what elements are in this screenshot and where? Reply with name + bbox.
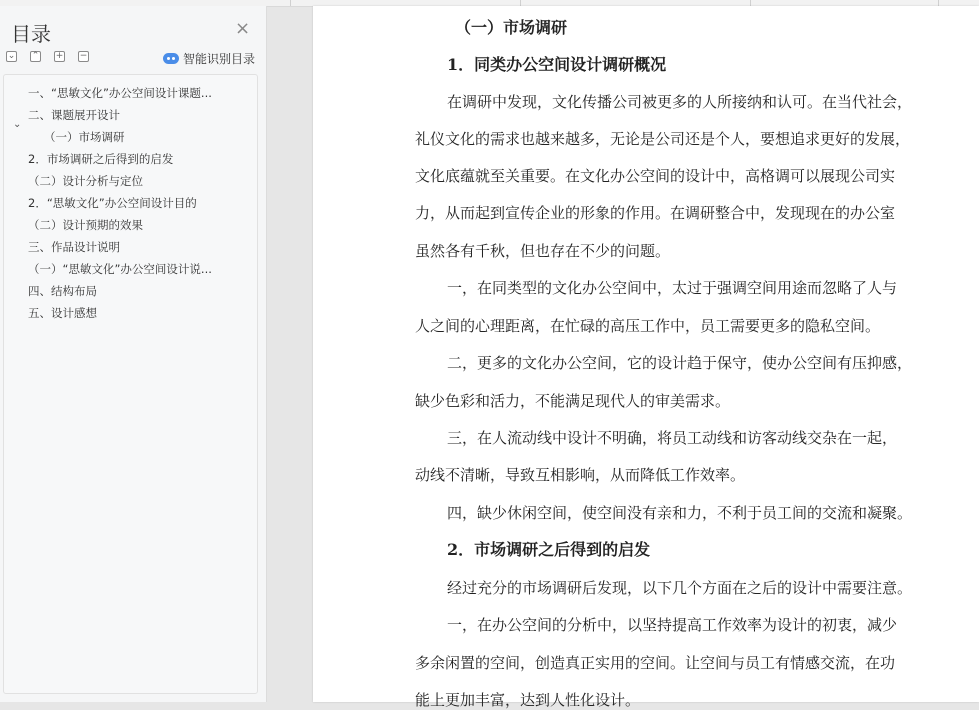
paragraph-line: 礼仪文化的需求也越来越多，无论是公司还是个人，要想追求更好的发展， bbox=[415, 130, 911, 148]
subsection-heading: 2．市场调研之后得到的启发 bbox=[447, 540, 651, 559]
close-icon[interactable]: × bbox=[235, 18, 251, 39]
outline-item[interactable]: 三、作品设计说明 bbox=[28, 240, 120, 254]
paragraph-line: 在调研中发现，文化传播公司被更多的人所接纳和认可。在当代社会， bbox=[447, 93, 913, 111]
paragraph-line: 一，在同类型的文化办公空间中，太过于强调空间用途而忽略了人与 bbox=[447, 279, 898, 297]
outline-item[interactable]: 一、“思敏文化”办公空间设计课题... bbox=[28, 86, 212, 100]
outline-item[interactable]: （二）设计分析与定位 bbox=[28, 174, 143, 188]
paragraph-line: 人之间的心理距离，在忙碌的高压工作中，员工需要更多的隐私空间。 bbox=[415, 317, 881, 335]
outline-item[interactable]: 五、设计感想 bbox=[28, 306, 97, 320]
smart-toc-label: 智能识别目录 bbox=[183, 52, 256, 66]
strip-divider bbox=[290, 0, 291, 6]
expand-all-icon[interactable]: ⌃ bbox=[31, 51, 40, 61]
outline-item[interactable]: 2．“思敏文化”办公空间设计目的 bbox=[28, 196, 197, 210]
section-heading: （一）市场调研 bbox=[455, 18, 568, 37]
paragraph-line: 四，缺少休闲空间，使空间没有亲和力，不利于员工间的交流和凝聚。 bbox=[447, 504, 913, 522]
nav-pane-title: 目录 bbox=[11, 22, 51, 46]
navigation-pane bbox=[0, 6, 267, 702]
paragraph-line: 虽然各有千秋，但也存在不少的问题。 bbox=[415, 242, 671, 260]
paragraph-line: 缺少色彩和活力，不能满足现代人的审美需求。 bbox=[415, 392, 731, 410]
outline-item[interactable]: 2．市场调研之后得到的启发 bbox=[28, 152, 174, 166]
outline-item[interactable]: （二）设计预期的效果 bbox=[28, 218, 143, 232]
paragraph-line: 三，在人流动线中设计不明确，将员工动线和访客动线交杂在一起， bbox=[447, 429, 898, 447]
collapse-all-icon[interactable]: ⌄ bbox=[7, 51, 16, 61]
paragraph-line: 一，在办公空间的分析中，以坚持提高工作效率为设计的初衷，减少 bbox=[447, 616, 898, 634]
paragraph-line: 多余闲置的空间，创造真正实用的空间。让空间与员工有情感交流，在功 bbox=[415, 654, 896, 672]
paragraph-line: 文化底蕴就至关重要。在文化办公空间的设计中，高格调可以展现公司实 bbox=[415, 167, 896, 185]
paragraph-line: 经过充分的市场调研后发现，以下几个方面在之后的设计中需要注意。 bbox=[447, 579, 913, 597]
remove-heading-icon[interactable]: − bbox=[79, 51, 88, 61]
add-heading-icon[interactable]: + bbox=[55, 51, 64, 61]
outline-item[interactable]: （一）“思敏文化”办公空间设计说... bbox=[28, 262, 212, 276]
paragraph-line: 二，更多的文化办公空间，它的设计趋于保守，使办公空间有压抑感， bbox=[447, 354, 913, 372]
paragraph-line: 能上更加丰富，达到人性化设计。 bbox=[415, 691, 641, 709]
smart-toc-button[interactable] bbox=[163, 50, 255, 67]
document-page[interactable] bbox=[313, 6, 979, 709]
outline-item[interactable]: （一）市场调研 bbox=[44, 130, 125, 144]
outline-list bbox=[3, 74, 258, 694]
outline-item[interactable]: 四、结构布局 bbox=[28, 284, 97, 298]
paragraph-line: 动线不清晰，导致互相影响，从而降低工作效率。 bbox=[415, 466, 746, 484]
subsection-heading: 1．同类办公空间设计调研概况 bbox=[447, 55, 667, 74]
robot-icon bbox=[163, 53, 179, 64]
chevron-down-icon[interactable]: ⌄ bbox=[13, 119, 22, 130]
outline-item[interactable]: 二、课题展开设计 bbox=[28, 108, 120, 122]
paragraph-line: 力，从而起到宣传企业的形象的作用。在调研整合中，发现现在的办公室 bbox=[415, 204, 896, 222]
